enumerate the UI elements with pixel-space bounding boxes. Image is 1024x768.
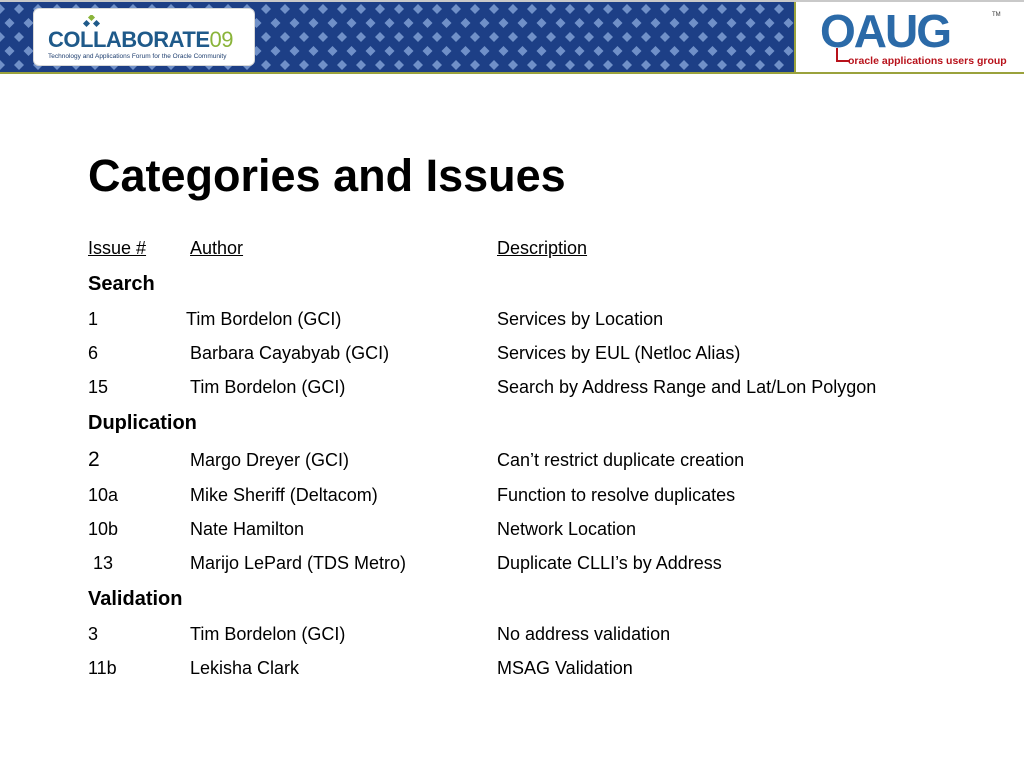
diamond-shape <box>641 4 651 14</box>
diamond-shape <box>347 18 357 28</box>
diamond-shape <box>404 18 414 28</box>
diamond-shape <box>537 18 547 28</box>
diamond-shape <box>280 32 290 42</box>
diamond-shape <box>689 18 699 28</box>
diamond-shape <box>356 4 366 14</box>
diamond-shape <box>622 32 632 42</box>
issue-author: Margo Dreyer (GCI) <box>190 450 350 470</box>
diamond-shape <box>470 32 480 42</box>
header-banner <box>0 0 1024 74</box>
issue-number: 6 <box>88 343 99 363</box>
diamond-shape <box>518 18 528 28</box>
issue-row <box>0 550 1024 576</box>
diamond-shape <box>489 32 499 42</box>
issue-description: Network Location <box>497 519 637 539</box>
diamond-shape <box>670 46 680 56</box>
diamond-shape <box>736 60 746 70</box>
diamond-shape <box>527 60 537 70</box>
diamond-shape <box>271 18 281 28</box>
diamond-shape <box>546 32 556 42</box>
diamond-shape <box>442 18 452 28</box>
diamond-shape <box>565 60 575 70</box>
diamond-shape <box>423 18 433 28</box>
diamond-shape <box>24 18 34 28</box>
diamond-shape <box>508 60 518 70</box>
diamond-shape <box>470 60 480 70</box>
diamond-shape <box>0 32 5 42</box>
diamond-shape <box>318 4 328 14</box>
collaborate-logo <box>33 8 255 66</box>
diamond-shape <box>556 18 566 28</box>
diamond-shape <box>679 32 689 42</box>
diamond-shape <box>394 4 404 14</box>
diamond-shape <box>271 46 281 56</box>
diamond-shape <box>575 18 585 28</box>
section-heading-validation: Validation <box>88 588 183 610</box>
diamond-shape <box>0 4 5 14</box>
diamond-shape <box>546 4 556 14</box>
column-header-row <box>0 235 1024 261</box>
diamond-shape <box>632 18 642 28</box>
diamond-shape <box>489 60 499 70</box>
diamond-shape <box>736 4 746 14</box>
issue-row <box>0 340 1024 366</box>
collaborate-wordmark: COLLABORATE09 <box>48 27 234 52</box>
diamond-shape <box>774 60 784 70</box>
oaug-trademark: TM <box>992 12 1001 18</box>
issue-description: Duplicate CLLI’s by Address <box>497 553 722 573</box>
diamond-shape <box>765 46 775 56</box>
issue-author: Mike Sheriff (Deltacom) <box>190 485 378 505</box>
diamond-shape <box>375 32 385 42</box>
diamond-shape <box>404 46 414 56</box>
diamond-shape <box>413 32 423 42</box>
diamond-shape <box>432 60 442 70</box>
diamond-shape <box>518 46 528 56</box>
diamond-shape <box>280 4 290 14</box>
diamond-shape <box>261 60 271 70</box>
diamond-shape <box>318 60 328 70</box>
diamond-shape <box>394 32 404 42</box>
diamond-shape <box>527 32 537 42</box>
diamond-shape <box>347 46 357 56</box>
diamond-shape <box>290 18 300 28</box>
oaug-wordmark: OAUG <box>820 5 950 57</box>
diamond-shape <box>717 60 727 70</box>
diamond-shape <box>413 4 423 14</box>
diamond-shape <box>337 32 347 42</box>
diamond-shape <box>708 18 718 28</box>
issue-number: 1 <box>88 309 99 329</box>
diamond-shape <box>480 18 490 28</box>
diamond-shape <box>584 32 594 42</box>
diamond-shape <box>641 32 651 42</box>
diamond-shape <box>698 32 708 42</box>
diamond-shape <box>489 4 499 14</box>
diamond-shape <box>679 60 689 70</box>
diamond-shape <box>413 60 423 70</box>
issue-row <box>0 306 1024 332</box>
diamond-shape <box>366 46 376 56</box>
diamond-shape <box>5 46 15 56</box>
diamond-shape <box>5 18 15 28</box>
diamond-shape <box>508 32 518 42</box>
diamond-shape <box>451 60 461 70</box>
diamond-shape <box>480 46 490 56</box>
issue-row <box>0 621 1024 647</box>
diamond-shape <box>14 4 24 14</box>
column-header-author: Author <box>190 238 244 258</box>
diamond-shape <box>584 60 594 70</box>
diamond-shape <box>432 32 442 42</box>
diamond-shape <box>774 32 784 42</box>
diamond-shape <box>603 60 613 70</box>
diamond-shape <box>0 60 5 70</box>
diamond-shape <box>717 32 727 42</box>
diamond-shape <box>432 4 442 14</box>
diamond-shape <box>299 32 309 42</box>
diamond-shape <box>641 60 651 70</box>
issue-description: Search by Address Range and Lat/Lon Polygon <box>497 377 877 397</box>
diamond-shape <box>603 4 613 14</box>
diamond-shape <box>499 46 509 56</box>
diamond-shape <box>651 18 661 28</box>
diamond-shape <box>14 60 24 70</box>
diamond-shape <box>442 46 452 56</box>
diamond-shape <box>385 18 395 28</box>
issue-description: Function to resolve duplicates <box>497 485 736 505</box>
diamond-shape <box>746 18 756 28</box>
diamond-shape <box>594 46 604 56</box>
diamond-shape <box>356 60 366 70</box>
section-heading-duplication: Duplication <box>88 412 197 434</box>
diamond-shape <box>337 4 347 14</box>
diamond-shape <box>461 46 471 56</box>
diamond-shape <box>537 46 547 56</box>
diamond-shape <box>717 4 727 14</box>
diamond-shape <box>660 4 670 14</box>
diamond-shape <box>565 4 575 14</box>
diamond-shape <box>309 18 319 28</box>
diamond-shape <box>613 46 623 56</box>
diamond-shape <box>366 18 376 28</box>
diamond-shape <box>318 32 328 42</box>
diamond-shape <box>679 4 689 14</box>
diamond-shape <box>736 32 746 42</box>
issue-description: No address validation <box>497 624 671 644</box>
diamond-shape <box>565 32 575 42</box>
diamond-shape <box>698 4 708 14</box>
diamond-shape <box>546 60 556 70</box>
diamond-shape <box>14 32 24 42</box>
diamond-shape <box>261 4 271 14</box>
issue-author: Tim Bordelon (GCI) <box>190 624 346 644</box>
diamond-shape <box>556 46 566 56</box>
diamond-shape <box>470 4 480 14</box>
diamond-shape <box>613 18 623 28</box>
diamond-shape <box>423 46 433 56</box>
diamond-shape <box>451 32 461 42</box>
diamond-shape <box>508 4 518 14</box>
issue-number: 11b <box>88 658 117 678</box>
issue-description: Can’t restrict duplicate creation <box>497 450 745 470</box>
diamond-shape <box>622 60 632 70</box>
diamond-shape <box>784 18 794 28</box>
diamond-shape <box>727 46 737 56</box>
diamond-shape <box>660 32 670 42</box>
issue-author: Lekisha Clark <box>190 658 300 678</box>
diamond-shape <box>594 18 604 28</box>
column-header-description: Description <box>497 238 588 258</box>
issue-author: Marijo LePard (TDS Metro) <box>190 553 407 573</box>
diamond-shape <box>632 46 642 56</box>
issue-description: Services by Location <box>497 309 664 329</box>
diamond-shape <box>698 60 708 70</box>
issue-author: Nate Hamilton <box>190 519 305 539</box>
diamond-shape <box>527 4 537 14</box>
diamond-shape <box>670 18 680 28</box>
issue-number: 10b <box>88 519 119 539</box>
issue-description: Services by EUL (Netloc Alias) <box>497 343 741 363</box>
diamond-shape <box>385 46 395 56</box>
diamond-shape <box>755 32 765 42</box>
diamond-shape <box>461 18 471 28</box>
diamond-shape <box>299 60 309 70</box>
diamond-shape <box>755 60 765 70</box>
diamond-shape <box>727 18 737 28</box>
issue-number: 15 <box>88 377 109 397</box>
diamond-shape <box>774 4 784 14</box>
diamond-shape <box>622 4 632 14</box>
diamond-shape <box>309 46 319 56</box>
diamond-shape <box>290 46 300 56</box>
issue-number: 10a <box>88 485 119 505</box>
diamond-shape <box>746 46 756 56</box>
diamond-shape <box>394 60 404 70</box>
section-heading-search: Search <box>88 273 155 295</box>
diamond-shape <box>755 4 765 14</box>
issue-number: 3 <box>88 624 99 644</box>
diamond-shape <box>280 60 290 70</box>
diamond-shape <box>708 46 718 56</box>
issue-description: MSAG Validation <box>497 658 633 678</box>
diamond-shape <box>765 18 775 28</box>
issue-number: 13 <box>93 553 114 573</box>
diamond-shape <box>584 4 594 14</box>
diamond-shape <box>328 46 338 56</box>
diamond-shape <box>660 60 670 70</box>
diamond-shape <box>575 46 585 56</box>
diamond-shape <box>337 60 347 70</box>
column-header-issue: Issue # <box>88 238 147 258</box>
issue-number: 2 <box>88 448 100 471</box>
diamond-shape <box>261 32 271 42</box>
oaug-logo <box>794 2 1024 72</box>
diamond-shape <box>689 46 699 56</box>
issue-row <box>0 482 1024 508</box>
diamond-shape <box>784 46 794 56</box>
diamond-shape <box>328 18 338 28</box>
collaborate-tagline: Technology and Applications Forum for the Oracle Community <box>48 53 227 60</box>
issue-author: Tim Bordelon (GCI) <box>186 309 342 329</box>
issue-row <box>0 447 1024 473</box>
slide-title: Categories and Issues <box>88 150 566 201</box>
diamond-shape <box>651 46 661 56</box>
diamond-shape <box>603 32 613 42</box>
issue-row <box>0 374 1024 400</box>
diamond-shape <box>356 32 366 42</box>
issue-author: Barbara Cayabyab (GCI) <box>190 343 390 363</box>
diamond-shape <box>451 4 461 14</box>
issue-author: Tim Bordelon (GCI) <box>190 377 346 397</box>
diamond-shape <box>499 18 509 28</box>
issue-row <box>0 516 1024 542</box>
diamond-shape <box>299 4 309 14</box>
oaug-tagline: oracle applications users group <box>848 55 1007 67</box>
diamond-shape <box>24 46 34 56</box>
diamond-shape <box>375 4 385 14</box>
diamond-shape <box>375 60 385 70</box>
issue-row <box>0 655 1024 681</box>
